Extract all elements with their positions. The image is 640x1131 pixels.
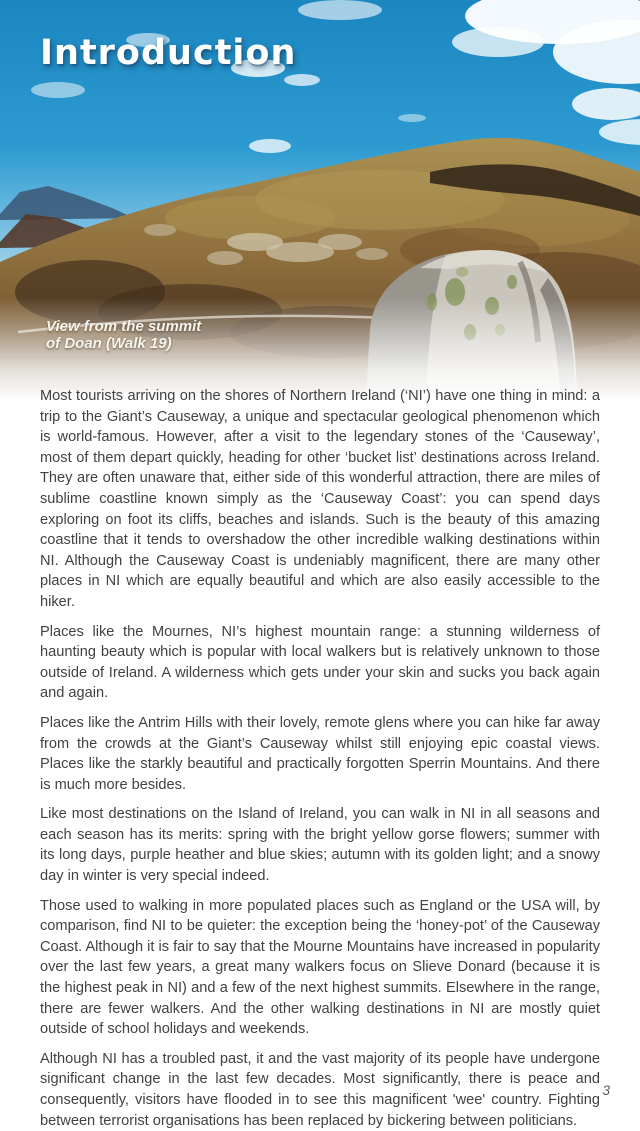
photo-caption [46, 318, 201, 352]
paragraph-5: Those used to walking in more populated places such as England or the USA will, by comparison, find NI to be quieter: the exception being the ‘honey-pot’ of the Causeway Coast. Although it is fair to say that the Mourne Mountains have increased in popularity over the last few years, a great many walkers focus on Slieve Donard (because it is the highest peak in NI) and a few of the next highest summits. Elsewhere in the range, there are fewer walkers. And the other walking destinations in NI are mostly quiet outside of school holidays and weekends. [40, 897, 600, 1038]
paragraph-1: Most tourists arriving on the shores of Northern Ireland (‘NI’) have one thing in mind: a trip to the Giant’s Causeway, a unique and spectacular geological phenomenon which is world-famous. However, after a visit to the legendary stones of the ‘Causeway’, most of them depart quickly, heading for other ‘bucket list’ destinations across Ireland. They are often unaware that, either side of this wonderful attraction, there are miles of sublime coastline known simply as the ‘Causeway Coast’: you can spend days exploring on foot its cliffs, beaches and islands. Such is the beauty of this amazing coastline that it tends to overshadow the other incredible walking destinations within NI. Although the Causeway Coast is undeniably magnificent, there are many other places in NI which are equally beautiful and which are also easily accessible to the hiker. [40, 388, 600, 610]
paragraph-4: Like most destinations on the Island of Ireland, you can walk in NI in all seasons and each season has its merits: spring with the bright yellow gorse flowers; summer with its long days, purple heather and blue skies; autumn with its golden light; and a snowy day in winter is very special indeed. [40, 806, 600, 885]
paragraph-2: Places like the Mournes, NI’s highest mountain range: a stunning wilderness of haunting beauty which is popular with local walkers but is relatively unknown to those outside of Ireland. A wilderness which gets under your skin and sucks you back again and again. [40, 623, 600, 702]
page-number: 3 [602, 1083, 610, 1098]
paragraph-6: Although NI has a troubled past, it and the vast majority of its people have undergone significant change in the last few decades. Most significantly, there is peace and consequently, visitors have flooded in to see this magnificent 'wee' country. Fighting between terrorist organisations has been replaced by bickering between politicians. [40, 1050, 600, 1129]
body-text [40, 386, 600, 1131]
header-photo [0, 0, 640, 400]
page-title: Introduction [40, 33, 297, 73]
photo-caption-line2: of Doan (Walk 19) [46, 335, 172, 352]
paragraph-3: Places like the Antrim Hills with their lovely, remote glens where you can hike far away from the crowds at the Giant’s Causeway whilst still enjoying epic coastal views. Places like the starkly beautiful and practically forgotten Sperrin Mountains. And there is much more besides. [40, 714, 600, 793]
photo-caption-line1: View from the summit [46, 318, 202, 335]
